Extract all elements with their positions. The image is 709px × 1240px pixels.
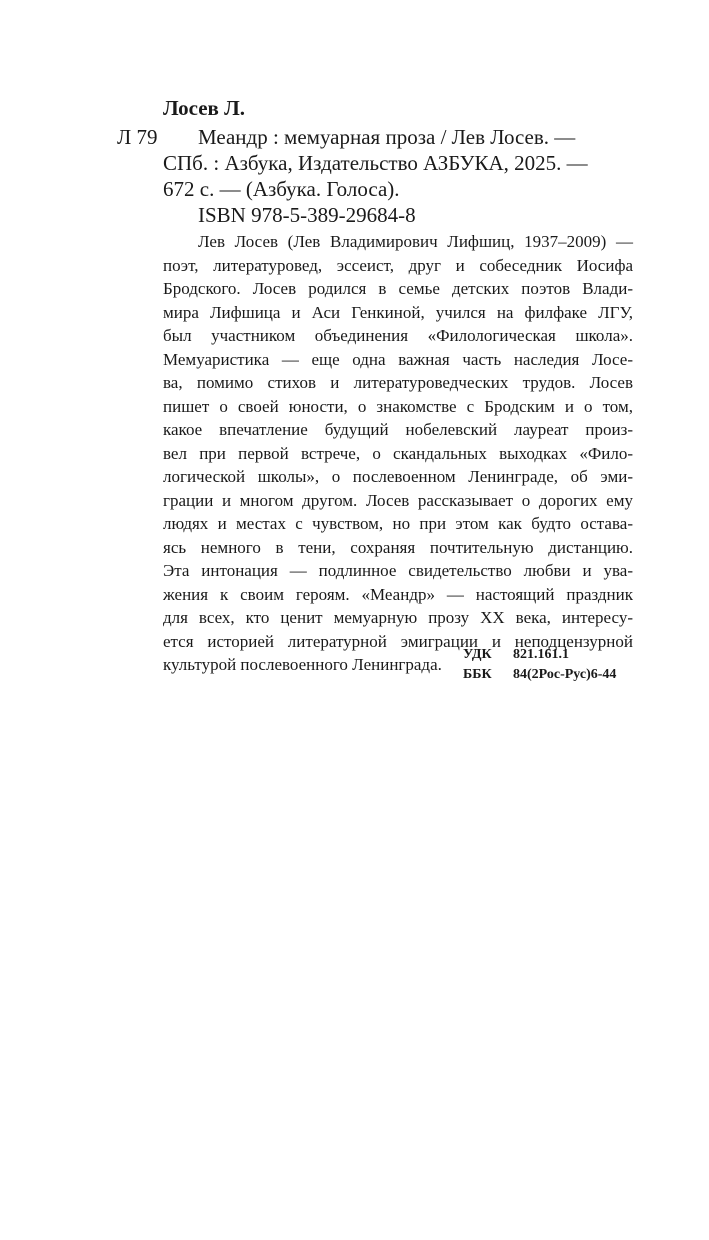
annotation-line: был участником объединения «Филологическая школа».: [163, 326, 633, 345]
bbk-value: 84(2Рос-Рус)6-44: [513, 667, 617, 682]
biblio-line: Меандр : мемуарная проза / Лев Лосев. —: [198, 125, 576, 149]
annotation-line: для всех, кто ценит мемуарную прозу XX века, интересу-: [163, 608, 633, 627]
annotation-line: Бродского. Лосев родился в семье детских поэтов Влади-: [163, 279, 633, 298]
annotation-line: Эта интонация — подлинное свидетельство любви и ува-: [163, 561, 633, 580]
classification-indices: [463, 645, 616, 685]
annotation-line: ясь немного в тени, сохраняя почтительную дистанцию.: [163, 537, 633, 557]
annotation-line: ется историей литературной эмиграции и неподцензурной: [163, 631, 633, 651]
annotation-line: культурой послевоенного Ленинграда.: [163, 655, 442, 674]
bbk-row: [463, 665, 616, 685]
annotation-line: логической школы», о послевоенном Ленинграде, об эми-: [163, 467, 633, 486]
author-heading: Лосев Л.: [163, 96, 246, 120]
annotation-line: какое впечатление будущий нобелевский лауреат произ-: [163, 420, 633, 439]
annotation-line: Мемуаристика — еще одна важная часть наследия Лосе-: [163, 349, 633, 369]
udk-row: [463, 645, 616, 665]
annotation-line: Лев Лосев (Лев Владимирович Лифшиц, 1937–2009) —: [198, 232, 633, 251]
annotation-line: ва, помимо стихов и литературоведческих трудов. Лосев: [163, 373, 633, 392]
udk-label: УДК: [463, 647, 492, 662]
annotation-line: пишет о своей юности, о знакомстве с Бродским и о том,: [163, 396, 633, 416]
annotation-line: жения к своим героям. «Меандр» — настоящий праздник: [163, 584, 633, 604]
annotation: [163, 230, 633, 677]
author-sign-code: Л 79: [117, 125, 158, 149]
annotation-line: поэт, литературовед, эссеист, друг и собеседник Иосифа: [163, 255, 633, 275]
annotation-line: людях и местах с чувством, но при этом как будто остава-: [163, 514, 633, 533]
annotation-line: мира Лифшица и Аси Генкиной, учился на филфаке ЛГУ,: [163, 302, 633, 322]
isbn-line: ISBN 978-5-389-29684-8: [198, 203, 416, 227]
biblio-line: 672 с. — (Азбука. Голоса).: [163, 177, 400, 201]
annotation-line: грации и многом другом. Лосев рассказывает о дорогих ему: [163, 490, 633, 510]
bibliographic-description: [163, 124, 633, 228]
udk-value: 821.161.1: [513, 647, 569, 662]
biblio-line: СПб. : Азбука, Издательство АЗБУКА, 2025. —: [163, 151, 588, 175]
bbk-label: ББК: [463, 667, 492, 682]
annotation-line: вел при первой встрече, о скандальных выходках «Фило-: [163, 443, 633, 463]
